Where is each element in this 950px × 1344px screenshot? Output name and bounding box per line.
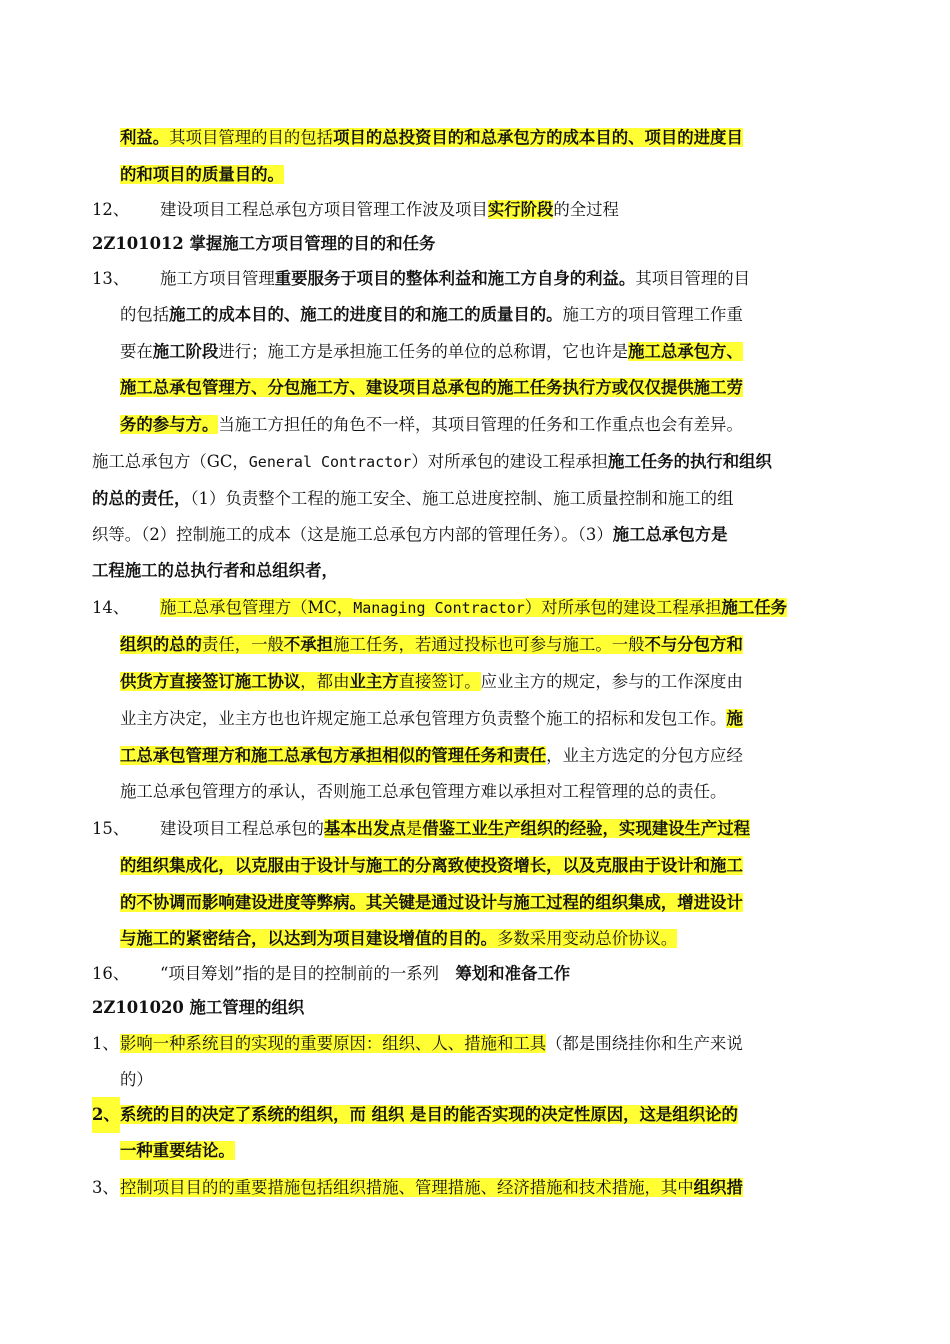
text-segment: 工程施工的总执行者和总组织者， xyxy=(92,561,338,580)
line-text xyxy=(120,701,743,737)
highlighted-text: 的组织集成化，以克服由于设计与施工的分离致使投资增长，以及克服由于设计和施工 xyxy=(120,856,743,875)
text-line xyxy=(0,738,950,774)
text-line xyxy=(0,297,950,333)
text-line xyxy=(0,701,950,737)
line-text xyxy=(120,1097,738,1133)
line-text xyxy=(120,848,743,884)
text-segment: 重要服务于项目的整体利益和施工方自身的利益。 xyxy=(274,269,636,288)
highlighted-text: 的不协调而影响建设进度等弊病。其关键是通过设计与施工过程的组织集成，增进设计 xyxy=(120,893,743,912)
text-segment: 的全过程 xyxy=(553,200,619,219)
highlighted-text: 施工任务 xyxy=(721,598,788,617)
line-text xyxy=(120,738,743,774)
text-segment: 施工总承包管理方的承认，否则施工总承包管理方难以承担对工程管理的总的责任。 xyxy=(120,782,727,801)
text-segment: 业主方决定，业主方也也许规定施工总承包管理方负责整个施工的招标和发包工作。 xyxy=(120,709,727,728)
text-segment: （都是围绕挂你和生产来说 xyxy=(546,1034,743,1053)
text-line xyxy=(0,370,950,406)
text-segment: 2Z101020 施工管理的组织 xyxy=(92,998,305,1017)
text-segment: 建设项目工程总承包方项目管理工作波及项目 xyxy=(160,200,488,219)
text-line xyxy=(0,664,950,700)
highlighted-text: 系统的目的决定了系统的组织，而 组织 是目的能否实现的决定性原因，这是组织论的 xyxy=(120,1105,738,1124)
line-text xyxy=(120,774,726,810)
line-text xyxy=(160,590,787,626)
text-segment: 进行；施工方是承担施工任务的单位的总称谓，它也许是 xyxy=(218,342,629,361)
text-line xyxy=(0,848,950,884)
text-line xyxy=(0,774,950,810)
text-segment: ）对所承包的建设工程承担 xyxy=(411,452,609,471)
text-line xyxy=(0,627,950,663)
item-number: 15、 xyxy=(92,819,130,838)
text-segment: 施工的成本目的、施工的进度目的和施工的质量目的。 xyxy=(169,305,563,324)
text-line xyxy=(0,1097,950,1133)
highlighted-text: 业主方 xyxy=(349,672,399,691)
line-text xyxy=(120,297,743,333)
line-text xyxy=(120,370,743,406)
item-number: 3、 xyxy=(92,1178,119,1197)
highlighted-text: 供货方直接签订施工协议 xyxy=(120,672,301,691)
line-text xyxy=(120,1062,153,1098)
line-text xyxy=(120,664,743,700)
text-line xyxy=(0,226,950,262)
text-segment: ，业主方选定的分包方应经 xyxy=(546,746,743,765)
text-segment: 要在 xyxy=(120,342,153,361)
highlighted-text: 控制项目目的的重要措施包括组织措施、管理措施、经济措施和技术措施，其中 xyxy=(120,1178,694,1197)
text-segment: 施工方项目管理 xyxy=(160,269,275,288)
item-number: 14、 xyxy=(92,598,130,617)
highlighted-text: 借鉴工业生产组织的经验，实现建设生产过程 xyxy=(422,819,751,838)
text-segment: 织等。（2）控制施工的成本（这是施工总承包方内部的管理任务）。（3） xyxy=(92,525,613,544)
line-text xyxy=(120,1170,743,1206)
line-text xyxy=(160,811,750,847)
text-segment: General Contractor xyxy=(248,453,412,471)
line-text xyxy=(92,481,733,517)
text-segment: 应业主方的规定，参与的工作深度由 xyxy=(480,672,743,691)
line-text xyxy=(120,627,743,663)
line-text xyxy=(120,407,743,443)
line-text xyxy=(120,334,743,370)
text-line xyxy=(0,407,950,443)
line-text xyxy=(160,956,570,992)
text-segment: “项目筹划”指的是目的控制前的一系列 xyxy=(160,964,456,983)
text-line xyxy=(0,334,950,370)
highlighted-text: 组织措 xyxy=(693,1178,743,1197)
highlighted-text: 施 xyxy=(726,709,743,728)
highlighted-text: 影响一种系统目的实现的重要原因：组织、人、措施和工具 xyxy=(120,1034,547,1053)
line-text xyxy=(92,226,435,262)
text-line xyxy=(0,1170,950,1206)
line-text xyxy=(92,444,772,480)
line-text xyxy=(120,1026,743,1062)
line-text xyxy=(120,157,284,193)
text-line xyxy=(0,444,950,480)
line-text xyxy=(92,990,304,1026)
item-number: 16、 xyxy=(92,964,130,983)
highlighted-text: ）对所承包的建设工程承担 xyxy=(524,598,722,617)
text-line xyxy=(0,261,950,297)
text-segment: 的） xyxy=(120,1070,153,1089)
text-line xyxy=(0,553,950,589)
highlighted-text: 组织的总的 xyxy=(120,635,202,654)
text-line xyxy=(0,192,950,228)
highlighted-text: 责任，一般 xyxy=(201,635,284,654)
line-text xyxy=(160,192,619,228)
highlighted-text: 其项目管理的目的包括 xyxy=(169,128,334,147)
text-segment: 的包括 xyxy=(120,305,170,324)
text-segment: 施工阶段 xyxy=(152,342,219,361)
text-line xyxy=(0,517,950,553)
line-text xyxy=(92,553,338,589)
highlighted-text: 利益。 xyxy=(120,128,170,147)
highlighted-text: 的和项目的质量目的。 xyxy=(120,165,284,184)
highlighted-text: 施工总承包管理方、分包施工方、建设项目总承包的施工任务执行方或仅仅提供施工劳 xyxy=(120,378,743,397)
highlighted-text: 施工总承包管理方（MC， xyxy=(160,598,354,617)
text-line xyxy=(0,956,950,992)
highlighted-text: 施工任务，若通过投标也可参与施工。一般 xyxy=(333,635,645,654)
line-text xyxy=(160,261,750,297)
text-segment: 施工方的项目管理工作重 xyxy=(562,305,743,324)
line-text xyxy=(92,517,728,553)
highlighted-text: 工总承包管理方和施工总承包方承担相似的管理任务和责任 xyxy=(120,746,547,765)
item-number: 12、 xyxy=(92,200,130,219)
item-number: 2、 xyxy=(92,1097,120,1133)
text-segment: 的总的责任， xyxy=(92,489,191,508)
line-text xyxy=(120,1133,235,1169)
text-line xyxy=(0,481,950,517)
highlighted-text: 一种重要结论。 xyxy=(120,1141,235,1160)
text-line xyxy=(0,990,950,1026)
highlighted-text: 实行阶段 xyxy=(487,200,554,219)
text-segment: 施工任务的执行和组织 xyxy=(608,452,772,471)
text-line xyxy=(0,1026,950,1062)
text-line xyxy=(0,921,950,957)
highlighted-text: 基本出发点 xyxy=(323,819,406,838)
highlighted-text: 不与分包方和 xyxy=(644,635,743,654)
highlighted-text: 不承担 xyxy=(283,635,334,654)
item-number: 1、 xyxy=(92,1034,119,1053)
text-segment: 其项目管理的目 xyxy=(635,269,751,288)
line-text xyxy=(120,120,743,156)
item-number: 13、 xyxy=(92,269,130,288)
highlighted-text: 务的参与方。 xyxy=(120,415,219,434)
highlighted-text: ，都由 xyxy=(300,672,350,691)
text-segment: 施工总承包方（GC， xyxy=(92,452,249,471)
text-line xyxy=(0,120,950,156)
text-segment: 施工总承包方是 xyxy=(612,525,728,544)
text-line xyxy=(0,590,950,626)
highlighted-text: 施工总承包方、 xyxy=(628,342,743,361)
highlighted-text: 项目的总投资目的和总承包方的成本目的、项目的进度目 xyxy=(333,128,743,147)
highlighted-text: 直接签订。 xyxy=(398,672,481,691)
highlighted-text: Managing Contractor xyxy=(353,599,525,617)
text-line xyxy=(0,811,950,847)
highlighted-text: 与施工的紧密结合，以达到为项目建设增值的目的。 xyxy=(120,929,497,948)
text-line xyxy=(0,885,950,921)
text-line xyxy=(0,1133,950,1169)
text-line xyxy=(0,1062,950,1098)
text-segment: （1）负责整个工程的施工安全、施工总进度控制、施工质量控制和施工的组 xyxy=(190,489,734,508)
line-text xyxy=(120,921,677,957)
text-line xyxy=(0,157,950,193)
text-segment: 筹划和准备工作 xyxy=(455,964,571,983)
text-segment: 2Z101012 掌握施工方项目管理的目的和任务 xyxy=(92,234,436,253)
line-text xyxy=(120,885,743,921)
highlighted-text: 是 xyxy=(405,819,423,838)
text-segment: 建设项目工程总承包的 xyxy=(160,819,324,838)
text-segment: 当施工方担任的角色不一样，其项目管理的任务和工作重点也会有差异。 xyxy=(218,415,743,434)
highlighted-text: 多数采用变动总价协议。 xyxy=(496,929,678,948)
